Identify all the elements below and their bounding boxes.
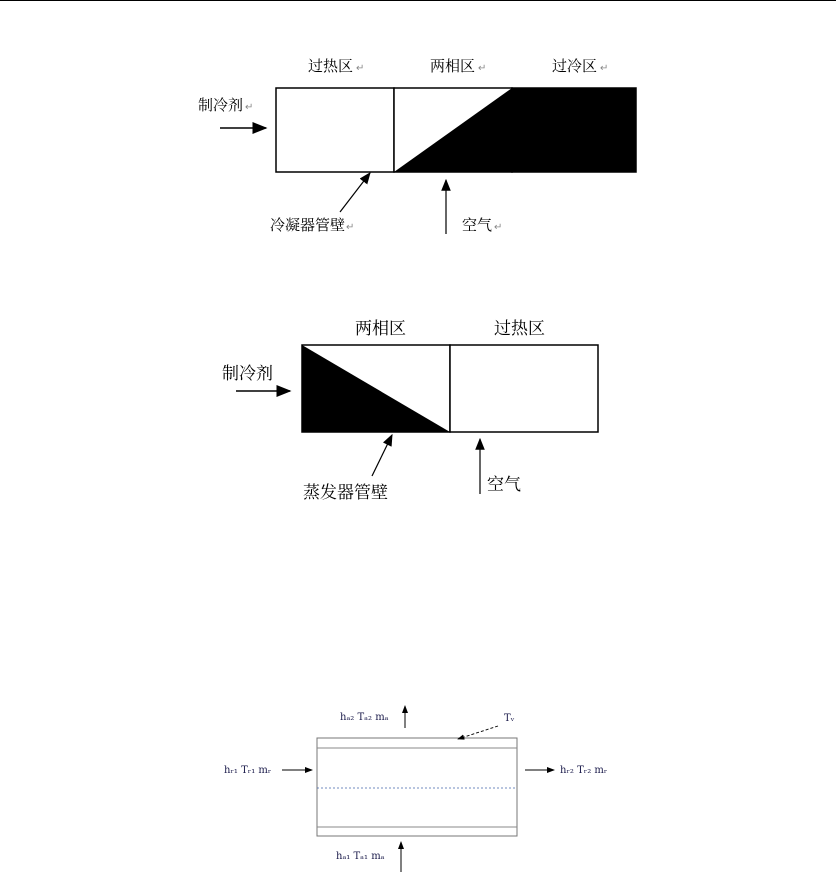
hx-body <box>317 738 517 836</box>
condenser-refrigerant-label: 制冷剂 <box>198 96 244 114</box>
condenser-air-label: 空气 <box>462 216 493 234</box>
paragraph-mark: ↵ <box>245 102 254 113</box>
paragraph-mark: ↵ <box>494 222 503 233</box>
hx-bottom-label: hₐ₁ Tₐ₁ mₐ <box>336 851 385 862</box>
hx-left-label: hᵣ₁ Tᵣ₁ mᵣ <box>224 765 272 776</box>
hx-top-label: hₐ₂ Tₐ₂ mₐ <box>340 712 389 723</box>
evaporator-wall-label: 蒸发器管壁 <box>303 483 388 503</box>
condenser-wall-arrow <box>340 173 370 212</box>
hx-wall-arrow <box>458 726 498 739</box>
heat-exchanger-diagram <box>0 690 836 873</box>
condenser-zone-twophase: 两相区 <box>430 57 476 75</box>
condenser-zone-superheat: 过热区 <box>308 57 354 75</box>
condenser-zone-subcool: 过冷区 <box>552 57 598 75</box>
evaporator-air-label: 空气 <box>487 475 521 495</box>
condenser-wall-label: 冷凝器管壁 <box>270 216 346 234</box>
condenser-superheat-box <box>276 88 394 172</box>
evaporator-diagram <box>0 300 836 510</box>
hx-wall-label: Tᵥ <box>504 713 515 724</box>
hx-right-label: hᵣ₂ Tᵣ₂ mᵣ <box>560 765 608 776</box>
condenser-diagram <box>0 40 836 250</box>
page-top-rule <box>0 0 836 1</box>
evaporator-zone-superheat: 过热区 <box>494 319 545 339</box>
evaporator-refrigerant-label: 制冷剂 <box>222 364 273 384</box>
paragraph-mark: ↵ <box>600 63 609 74</box>
condenser-subcool-box <box>512 88 636 172</box>
evaporator-zone-twophase: 两相区 <box>355 319 406 339</box>
paragraph-mark: ↵ <box>356 63 365 74</box>
paragraph-mark: ↵ <box>478 63 487 74</box>
evaporator-superheat-box <box>450 345 598 432</box>
paragraph-mark: ↵ <box>346 222 355 233</box>
evaporator-wall-arrow <box>372 435 392 476</box>
